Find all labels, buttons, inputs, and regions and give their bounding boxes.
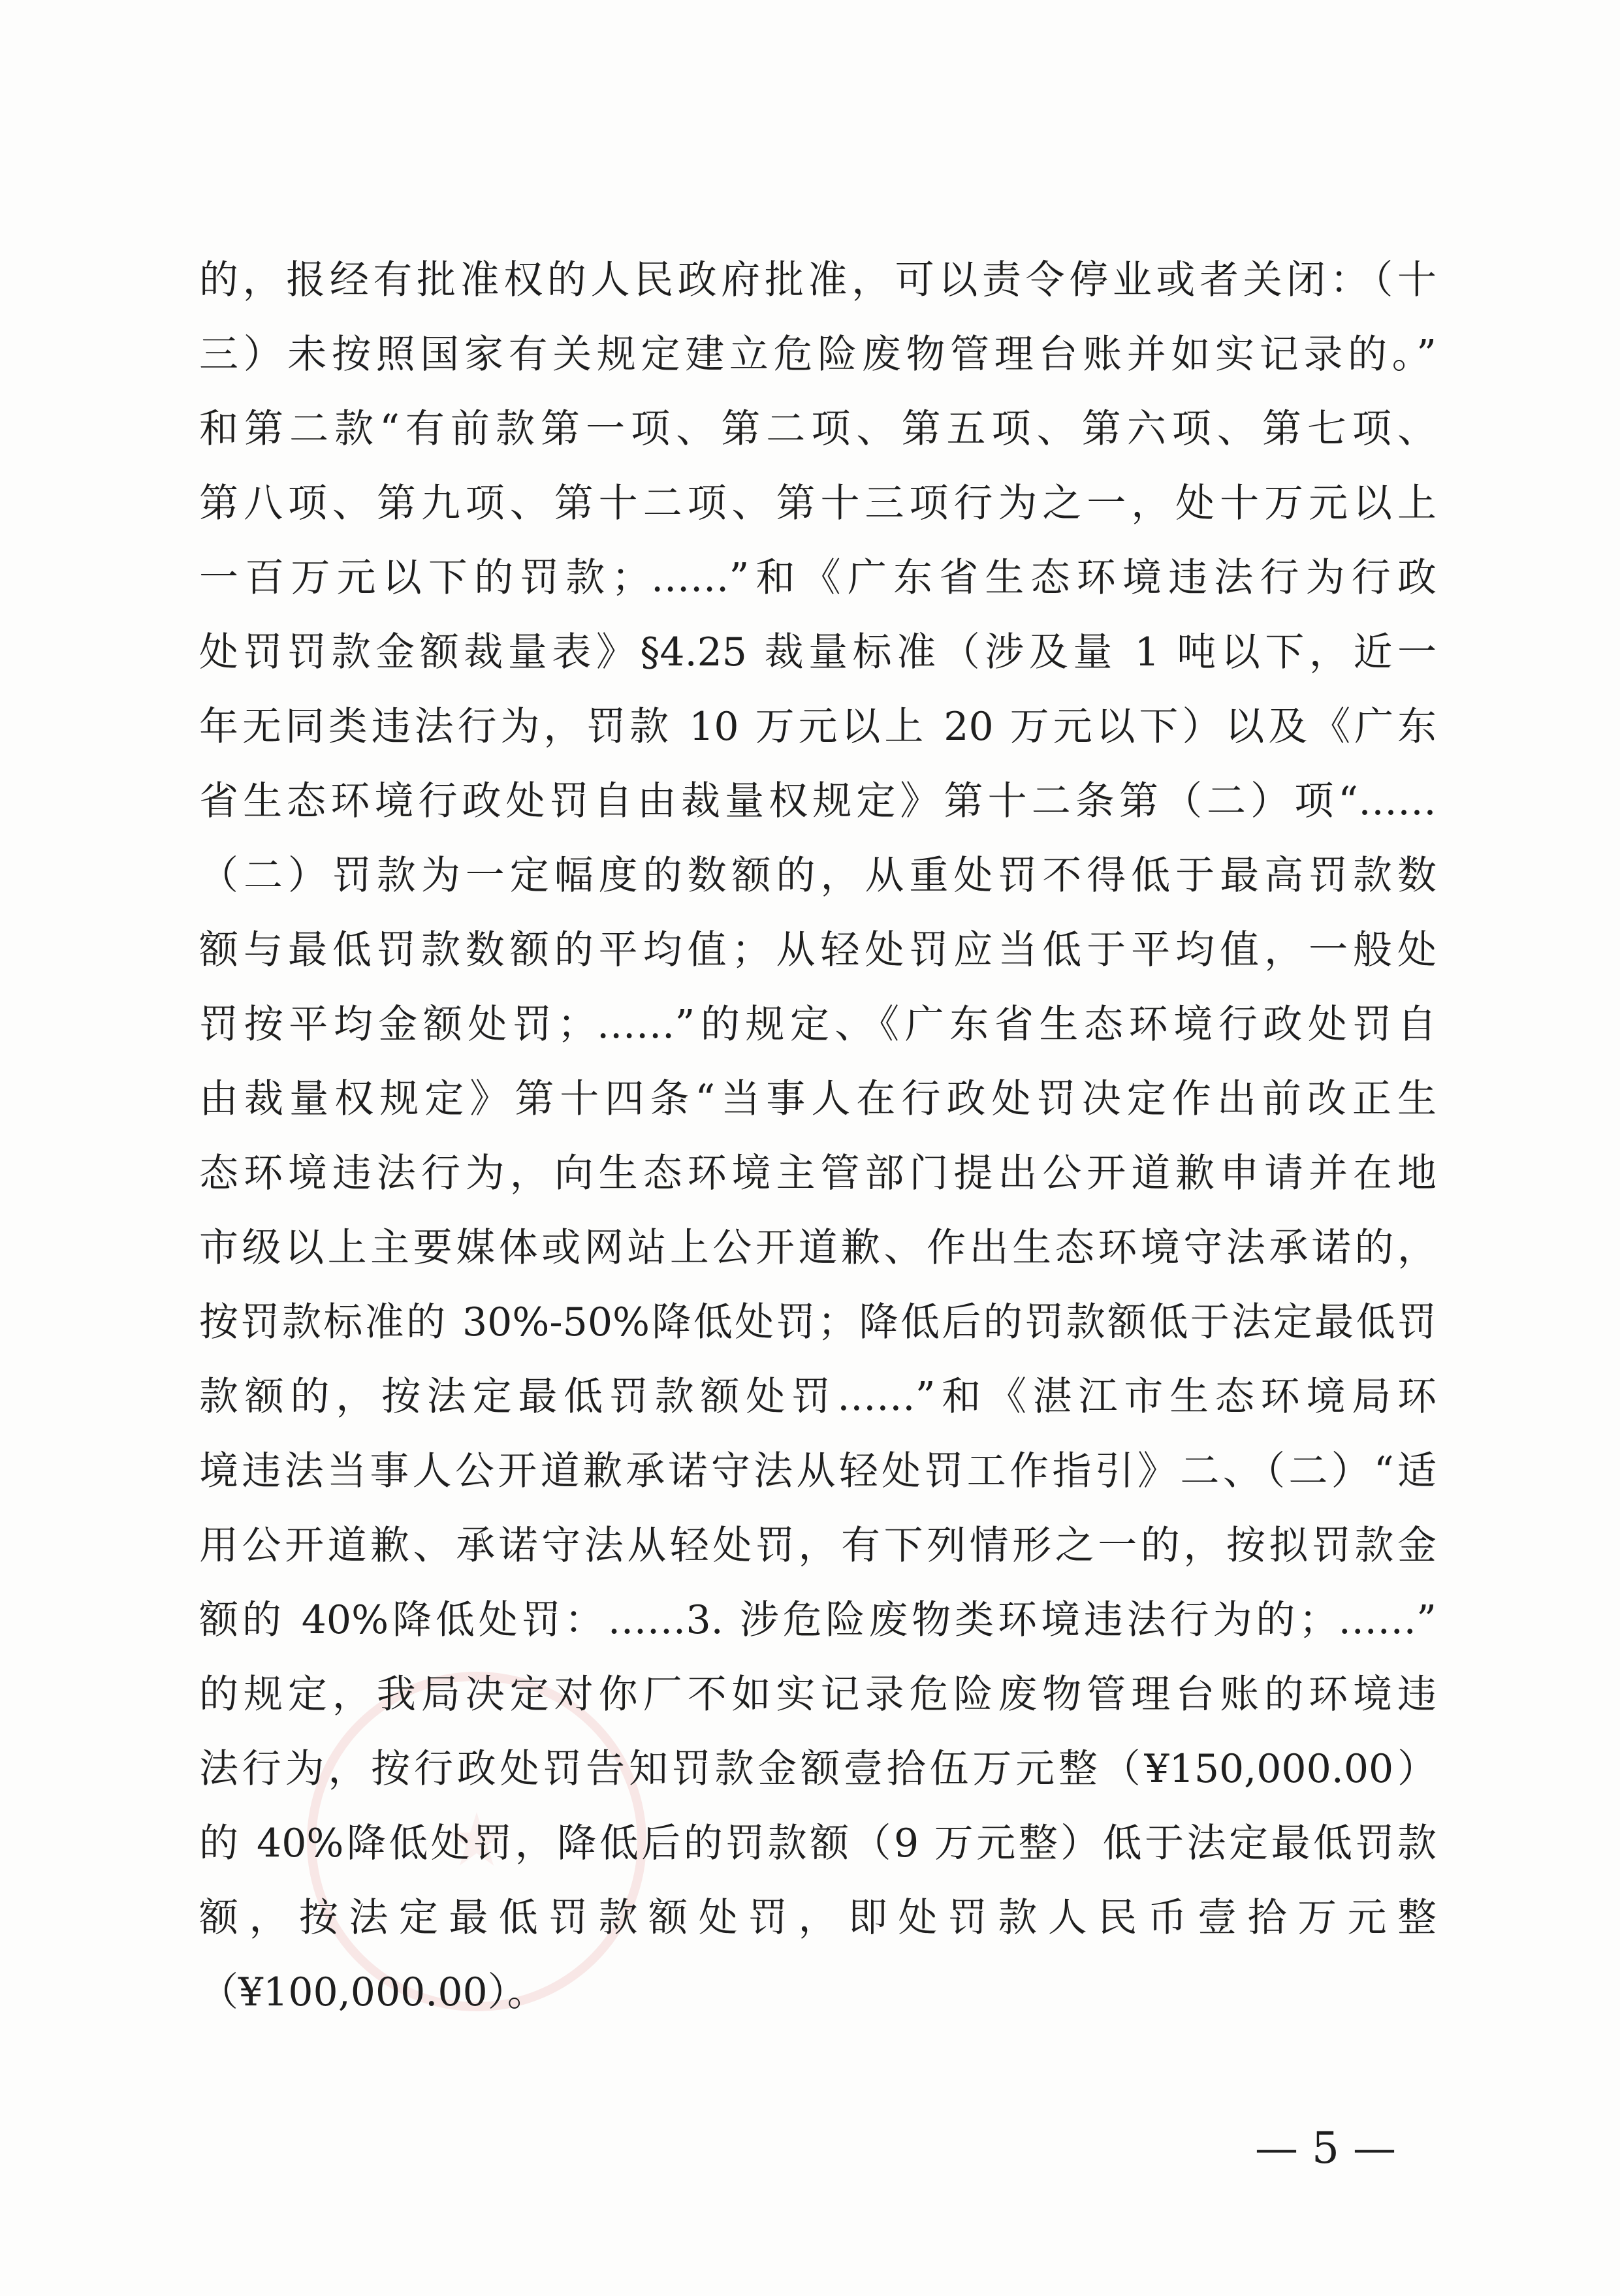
text-line: 额与最低罚款数额的平均值；从轻处罚应当低于平均值，一般处 <box>199 927 1437 973</box>
text-line: 和第二款“有前款第一项、第二项、第五项、第六项、第七项、 <box>199 406 1437 452</box>
text-line: 按罚款标准的 30%-50%降低处罚；降低后的罚款额低于法定最低罚 <box>199 1299 1437 1345</box>
page-number: — 5 — <box>1255 2123 1396 2173</box>
text-line: 一百万元以下的罚款；……”和《广东省生态环境违法行为行政 <box>199 555 1437 601</box>
text-line: 额，按法定最低罚款额处罚，即处罚款人民币壹拾万元整 <box>199 1895 1437 1941</box>
text-line: （¥100,000.00）。 <box>199 1969 547 2015</box>
text-line: 态环境违法行为，向生态环境主管部门提出公开道歉申请并在地 <box>199 1151 1437 1196</box>
text-line: 的 40%降低处罚，降低后的罚款额（9 万元整）低于法定最低罚款 <box>199 1821 1437 1866</box>
text-line: 三）未按照国家有关规定建立危险废物管理台账并如实记录的。” <box>199 332 1437 377</box>
text-line: 年无同类违法行为，罚款 10 万元以上 20 万元以下）以及《广东 <box>199 704 1437 750</box>
text-line: 第八项、第九项、第十二项、第十三项行为之一，处十万元以上 <box>199 481 1437 526</box>
text-line: 的，报经有批准权的人民政府批准，可以责令停业或者关闭：（十 <box>199 257 1437 303</box>
text-line: 款额的，按法定最低罚款额处罚……”和《湛江市生态环境局环 <box>199 1374 1437 1420</box>
text-line: 市级以上主要媒体或网站上公开道歉、作出生态环境守法承诺的， <box>199 1225 1437 1271</box>
text-line: 由裁量权规定》第十四条“当事人在行政处罚决定作出前改正生 <box>199 1076 1437 1122</box>
text-line: 法行为，按行政处罚告知罚款金额壹拾伍万元整（¥150,000.00） <box>199 1746 1437 1792</box>
text-line: 用公开道歉、承诺守法从轻处罚，有下列情形之一的，按拟罚款金 <box>199 1523 1437 1569</box>
text-line: 处罚罚款金额裁量表》§4.25 裁量标准（涉及量 1 吨以下，近一 <box>199 630 1437 675</box>
text-line: 的规定，我局决定对你厂不如实记录危险废物管理台账的环境违 <box>199 1672 1437 1717</box>
text-line: 额的 40%降低处罚：……3. 涉危险废物类环境违法行为的；……” <box>199 1597 1437 1643</box>
text-line: （二）罚款为一定幅度的数额的，从重处罚不得低于最高罚款数 <box>199 853 1437 899</box>
text-line: 省生态环境行政处罚自由裁量权规定》第十二条第（二）项“…… <box>199 778 1437 824</box>
body-text <box>199 243 1437 2030</box>
text-line: 境违法当事人公开道歉承诺守法从轻处罚工作指引》二、（二）“适 <box>199 1448 1437 1494</box>
text-line: 罚按平均金额处罚；……”的规定、《广东省生态环境行政处罚自 <box>199 1002 1437 1047</box>
